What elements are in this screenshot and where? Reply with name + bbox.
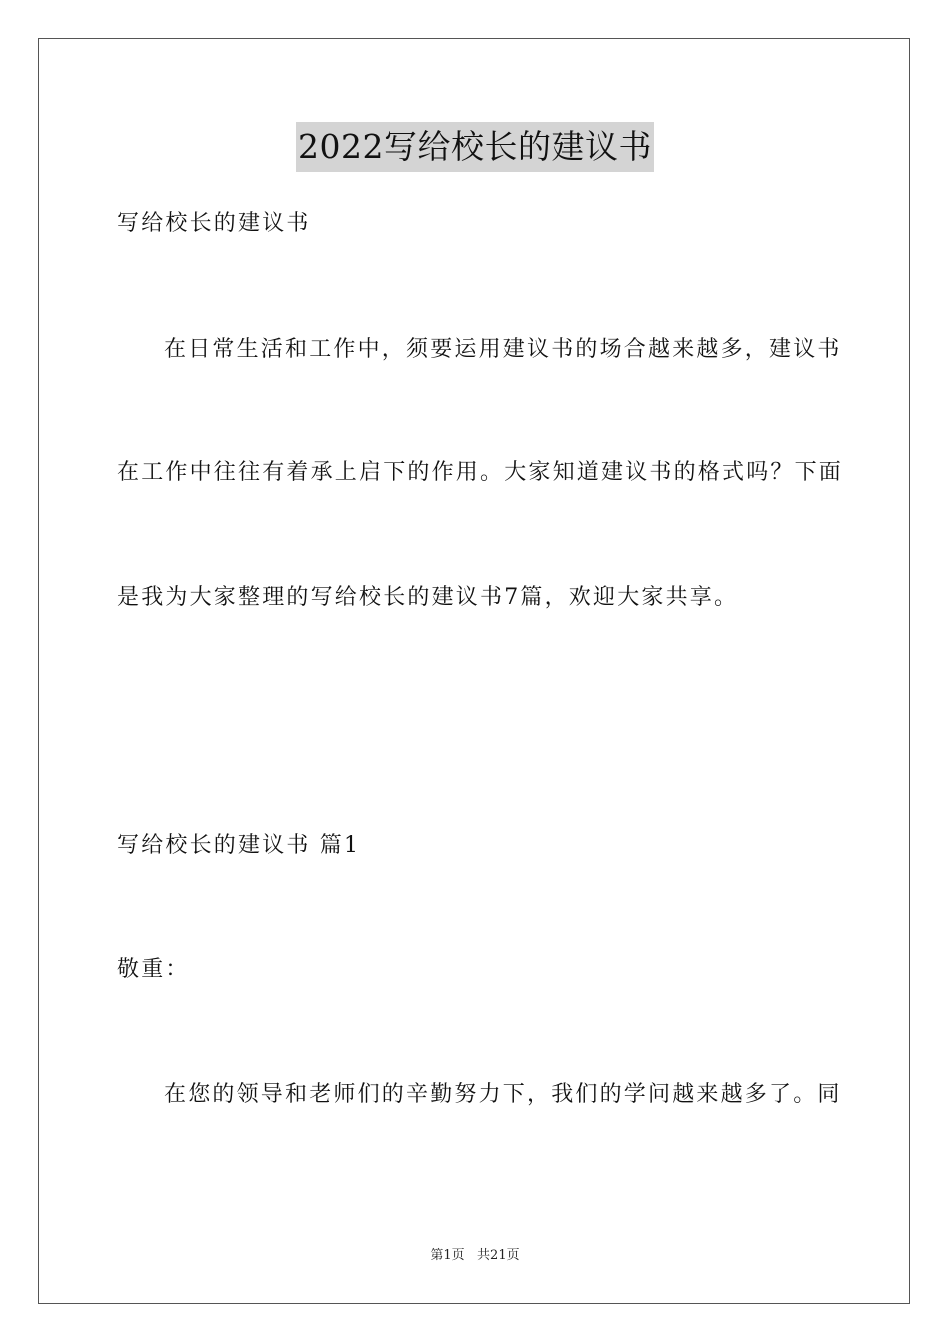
page-footer: 第1页 共21页: [430, 1248, 520, 1263]
section-heading: 写给校长的建议书 篇1: [117, 833, 361, 858]
salutation: 敬重：: [117, 957, 190, 982]
document-title: 2022写给校长的建议书: [296, 122, 654, 172]
intro-line-1: 在日常生活和工作中，须要运用建议书的场合越来越多，建议书: [164, 337, 842, 362]
document-subtitle: 写给校长的建议书: [117, 211, 311, 236]
intro-line-2: 在工作中往往有着承上启下的作用。大家知道建议书的格式吗？下面: [117, 460, 844, 485]
body-line-1: 在您的领导和老师们的辛勤努力下，我们的学问越来越多了。同: [164, 1082, 842, 1107]
document-title-wrapper: [0, 122, 950, 172]
intro-line-3: 是我为大家整理的写给校长的建议书7篇，欢迎大家共享。: [117, 585, 739, 610]
